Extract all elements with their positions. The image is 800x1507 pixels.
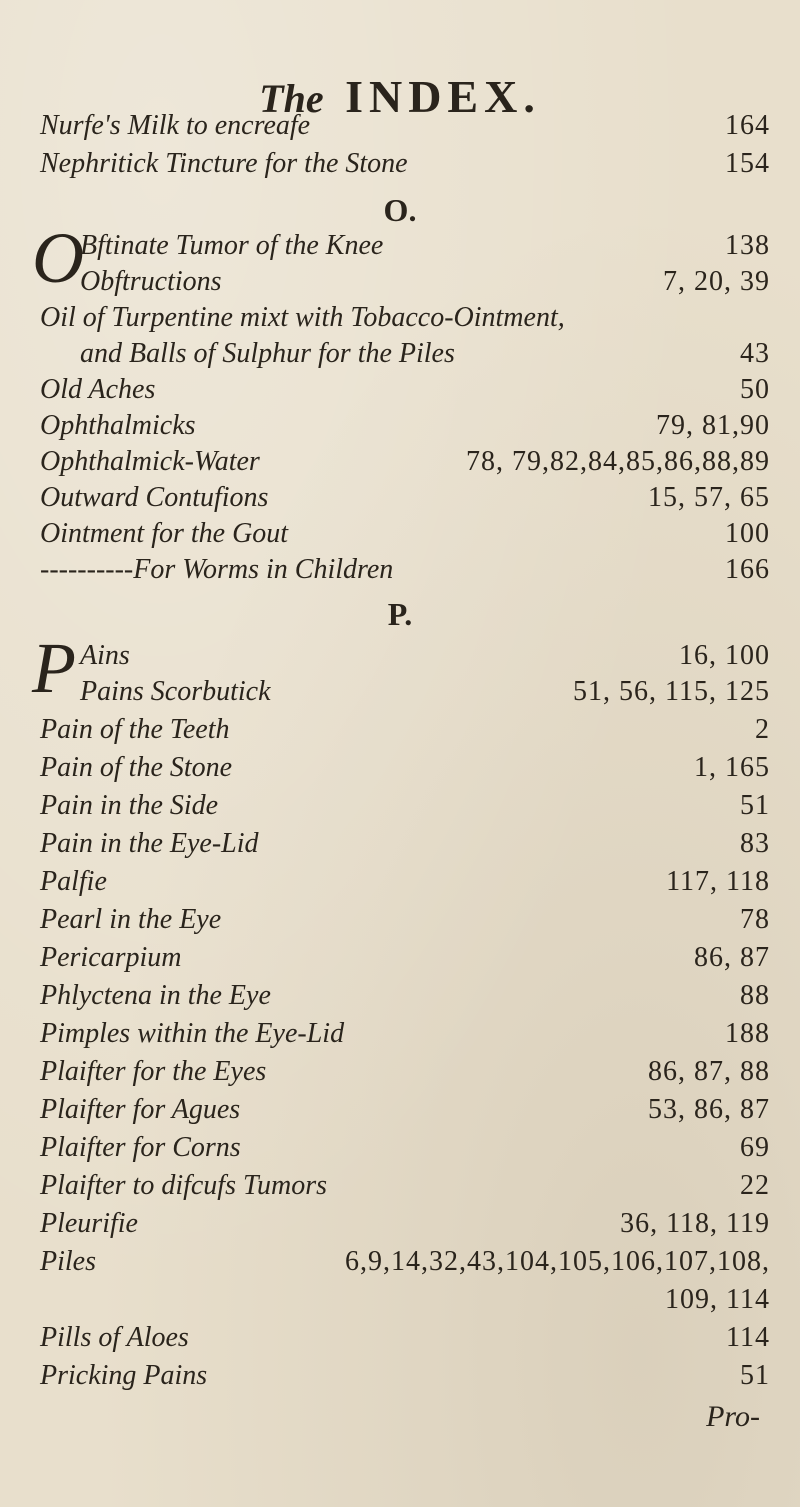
index-entry — [40, 482, 770, 520]
entry-label: Plaifter for the Eyes — [40, 1056, 267, 1087]
entry-pages: 164 — [725, 110, 770, 141]
entry-label: Outward Contufions — [40, 482, 269, 513]
index-entry — [40, 446, 770, 484]
entry-pages: 1, 165 — [694, 752, 770, 783]
index-entry — [40, 1284, 770, 1322]
entry-pages: 78, 79,82,84,85,86,88,89 — [466, 446, 770, 477]
entry-pages: 51 — [740, 790, 770, 821]
index-entry — [40, 374, 770, 412]
index-entry — [40, 302, 770, 340]
index-entry — [40, 554, 770, 592]
entry-label: Oil of Turpentine mixt with Tobacco-Ointment, — [40, 302, 565, 333]
index-entry — [40, 148, 770, 186]
entry-pages: 86, 87 — [694, 942, 770, 973]
entry-pages: 117, 118 — [666, 866, 770, 897]
entry-pages: 83 — [740, 828, 770, 859]
entry-pages: 79, 81,90 — [656, 410, 770, 441]
entry-pages: 78 — [740, 904, 770, 935]
entry-pages: 88 — [740, 980, 770, 1011]
entry-label: Piles — [40, 1246, 96, 1277]
entry-pages: 109, 114 — [665, 1284, 770, 1315]
entry-label: Ophthalmick-Water — [40, 446, 260, 477]
index-entry — [40, 1056, 770, 1094]
entry-label: Pleurifie — [40, 1208, 138, 1239]
entry-label: Nephritick Tincture for the Stone — [40, 148, 408, 179]
entry-label: Palfie — [40, 866, 107, 897]
entry-label: Ointment for the Gout — [40, 518, 289, 549]
index-entry — [40, 866, 770, 904]
entry-pages: 166 — [725, 554, 770, 585]
entry-pages: 6,9,14,32,43,104,105,106,107,108, — [345, 1246, 770, 1277]
entry-label: Pains Scorbutick — [80, 676, 271, 707]
entry-label: Pearl in the Eye — [40, 904, 222, 935]
index-entry — [40, 828, 770, 866]
entry-label: ----------For Worms in Children — [40, 554, 394, 585]
drop-cap-p: P — [32, 628, 76, 708]
entry-label: Phlyctena in the Eye — [40, 980, 271, 1011]
index-entry — [40, 266, 770, 304]
entry-pages: 7, 20, 39 — [663, 266, 770, 297]
title-main: INDEX. — [345, 71, 541, 122]
entry-label: Pain in the Side — [40, 790, 219, 821]
catchword: Pro- — [706, 1400, 760, 1433]
index-entry — [40, 518, 770, 556]
entry-pages: 154 — [725, 148, 770, 179]
index-entry — [40, 110, 770, 148]
entry-pages: 15, 57, 65 — [648, 482, 770, 513]
index-entry — [40, 1322, 770, 1360]
entry-pages: 50 — [740, 374, 770, 405]
section-letter-o: O. — [383, 192, 417, 228]
index-entry — [40, 1170, 770, 1208]
index-entry — [40, 338, 770, 376]
index-entry — [40, 1132, 770, 1170]
entry-label: Pericarpium — [40, 942, 182, 973]
entry-label: Ains — [80, 640, 130, 671]
entry-label: Pricking Pains — [40, 1360, 208, 1391]
entry-pages: 2 — [755, 714, 770, 745]
entry-label: and Balls of Sulphur for the Piles — [80, 338, 455, 369]
title-prefix: The — [259, 76, 324, 121]
entry-pages: 138 — [725, 230, 770, 261]
index-entry — [40, 1094, 770, 1132]
index-entry — [40, 230, 770, 268]
index-entry — [40, 752, 770, 790]
index-entry — [40, 980, 770, 1018]
entry-pages: 114 — [726, 1322, 770, 1353]
index-entry — [40, 410, 770, 448]
entry-pages: 53, 86, 87 — [648, 1094, 770, 1125]
entry-label: Pain of the Stone — [40, 752, 233, 783]
entry-label: Old Aches — [40, 374, 156, 405]
index-entry — [40, 790, 770, 828]
entry-label: Bftinate Tumor of the Knee — [80, 230, 384, 261]
entry-pages: 22 — [740, 1170, 770, 1201]
entry-label: Obftructions — [80, 266, 222, 297]
entry-label: Pills of Aloes — [40, 1322, 189, 1353]
entry-label: Plaifter for Corns — [40, 1132, 241, 1163]
entry-pages: 51 — [740, 1360, 770, 1391]
entry-pages: 16, 100 — [679, 640, 770, 671]
entry-label: Pain of the Teeth — [40, 714, 230, 745]
index-entry — [40, 1246, 770, 1284]
entry-label: Pain in the Eye-Lid — [40, 828, 259, 859]
entry-label: Pimples within the Eye-Lid — [40, 1018, 345, 1049]
entry-label: Plaifter to difcufs Tumors — [40, 1170, 328, 1201]
index-entry — [40, 714, 770, 752]
entry-pages: 69 — [740, 1132, 770, 1163]
entry-pages: 100 — [725, 518, 770, 549]
entry-pages: 36, 118, 119 — [620, 1208, 770, 1239]
entry-label: Plaifter for Agues — [40, 1094, 241, 1125]
entry-label: Ophthalmicks — [40, 410, 196, 441]
index-entry — [40, 640, 770, 678]
index-entry — [40, 676, 770, 714]
index-entry — [40, 1360, 770, 1398]
entry-pages: 86, 87, 88 — [648, 1056, 770, 1087]
entry-pages: 188 — [725, 1018, 770, 1049]
section-letter-p: P. — [387, 596, 413, 632]
entry-pages: 43 — [740, 338, 770, 369]
index-entry — [40, 904, 770, 942]
entry-pages: 51, 56, 115, 125 — [573, 676, 770, 707]
index-entry — [40, 942, 770, 980]
index-entry — [40, 1018, 770, 1056]
entry-label: Nurfe's Milk to encreafe — [40, 110, 311, 141]
index-entry — [40, 1208, 770, 1246]
drop-cap-o: O — [32, 218, 84, 298]
